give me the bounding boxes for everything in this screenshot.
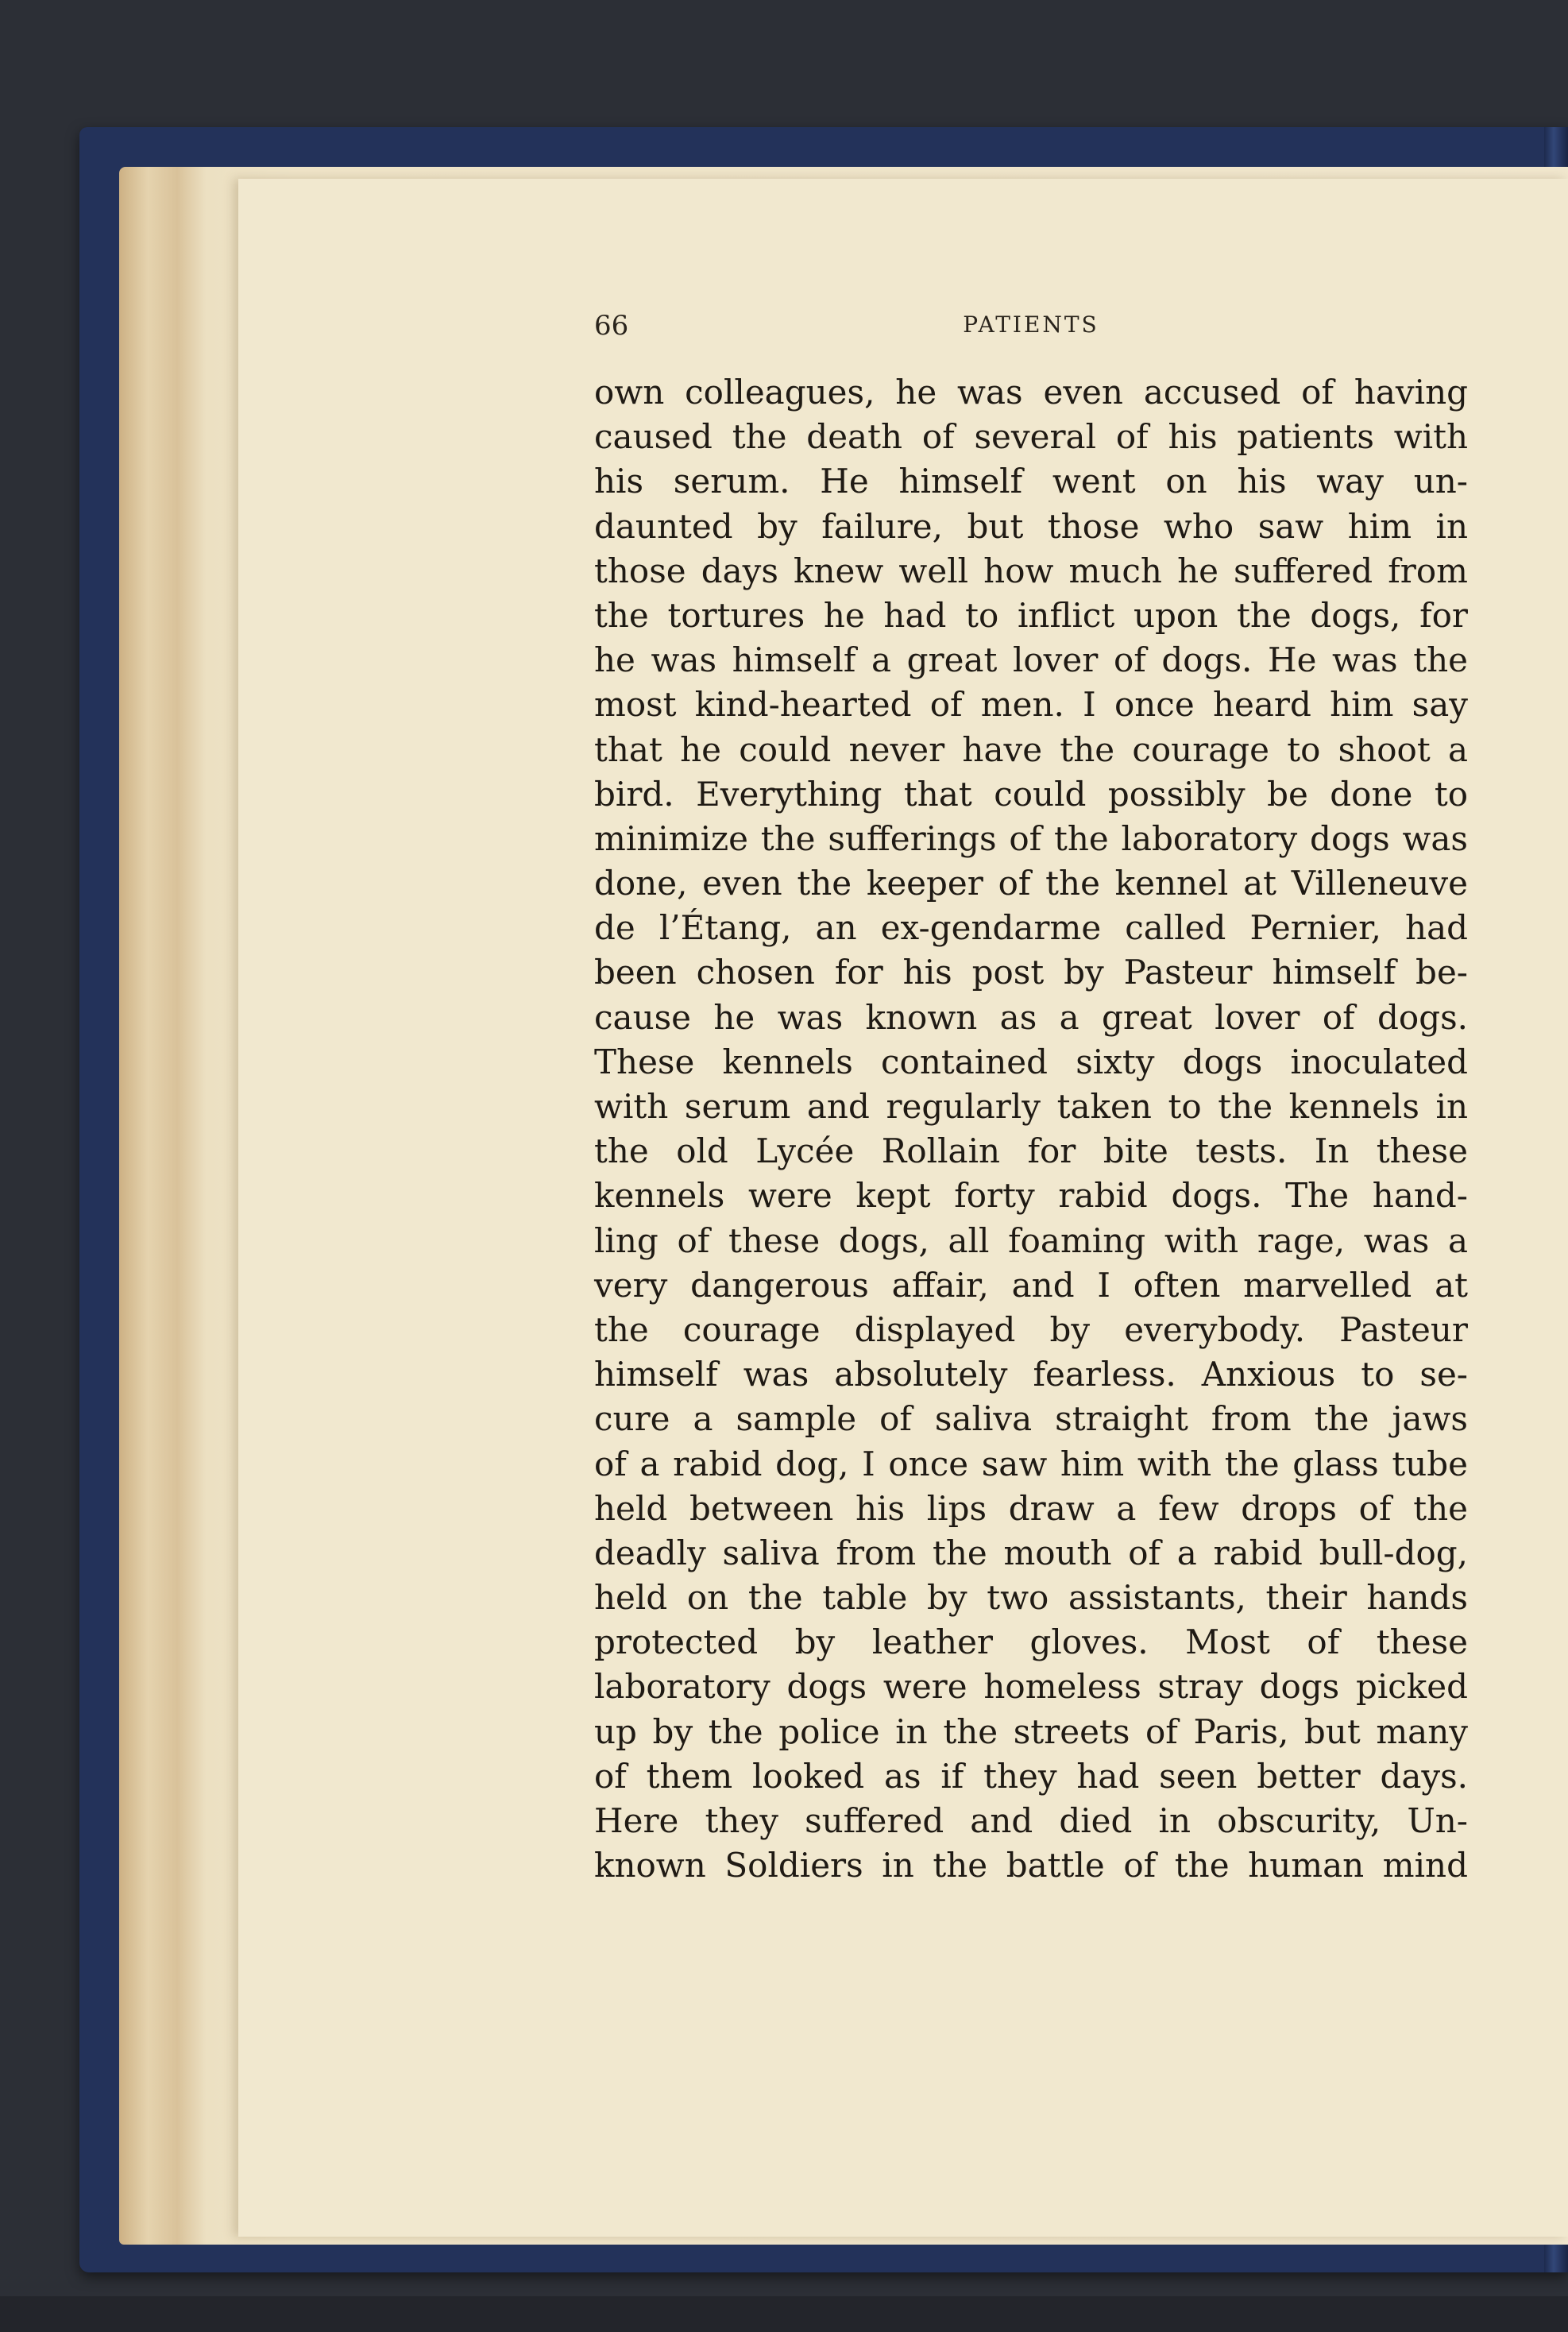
text-line: himself was absolutely fearless. Anxious to se- <box>594 1355 1468 1394</box>
text-line: caused the death of several of his patients with <box>594 417 1468 457</box>
text-line: laboratory dogs were homeless stray dogs picked <box>594 1667 1468 1707</box>
page-number: 66 <box>594 310 629 342</box>
body-text <box>594 370 1468 1888</box>
text-line: ling of these dogs, all foaming with rage, was a <box>594 1220 1468 1260</box>
text-line: with serum and regularly taken to the kennels in <box>594 1087 1468 1126</box>
running-head: PATIENTS <box>963 311 1099 338</box>
text-line: de l’Étang, an ex-gendarme called Pernier, had <box>594 908 1468 948</box>
text-line: of a rabid dog, I once saw him with the glass tube <box>594 1444 1468 1483</box>
text-line: of them looked as if they had seen better days. <box>594 1756 1468 1796</box>
text-line: the tortures he had to inflict upon the dogs, for <box>594 595 1468 635</box>
text-line: minimize the sufferings of the laboratory dogs was <box>594 818 1468 858</box>
text-line: cause he was known as a great lover of dogs. <box>594 997 1468 1037</box>
text-line: his serum. He himself went on his way un- <box>594 462 1468 501</box>
text-line: that he could never have the courage to shoot a <box>594 729 1468 769</box>
text-line: kennels were kept forty rabid dogs. The hand- <box>594 1176 1468 1216</box>
text-line: done, even the keeper of the kennel at Villeneuve <box>594 864 1468 903</box>
text-line: Here they suffered and died in obscurity, Un- <box>594 1801 1468 1840</box>
text-line: cure a sample of saliva straight from the jaws <box>594 1399 1468 1439</box>
text-line: up by the police in the streets of Paris, but many <box>594 1711 1468 1751</box>
text-line: deadly saliva from the mouth of a rabid bull-dog, <box>594 1533 1468 1572</box>
text-line: own colleagues, he was even accused of having <box>594 373 1468 412</box>
text-line: bird. Everything that could possibly be done to <box>594 774 1468 814</box>
text-line: held on the table by two assistants, their hands <box>594 1578 1468 1618</box>
text-line: daunted by failure, but those who saw him in <box>594 506 1468 546</box>
text-line: very dangerous affair, and I often marvelled at <box>594 1265 1468 1305</box>
text-line: he was himself a great lover of dogs. He was the <box>594 640 1468 680</box>
background-bottom <box>0 2296 1568 2332</box>
text-line: the old Lycée Rollain for bite tests. In these <box>594 1131 1468 1171</box>
text-line: most kind-hearted of men. I once heard him say <box>594 685 1468 725</box>
text-line: protected by leather gloves. Most of these <box>594 1622 1468 1662</box>
text-line: the courage displayed by everybody. Pasteur <box>594 1309 1468 1349</box>
page-header <box>594 310 1468 358</box>
text-line: been chosen for his post by Pasteur himself be- <box>594 953 1468 992</box>
text-line: held between his lips draw a few drops of the <box>594 1488 1468 1528</box>
text-line: These kennels contained sixty dogs inoculated <box>594 1042 1468 1081</box>
text-line: those days knew well how much he suffered from <box>594 551 1468 590</box>
text-line: known Soldiers in the battle of the human mind <box>594 1846 1468 1885</box>
